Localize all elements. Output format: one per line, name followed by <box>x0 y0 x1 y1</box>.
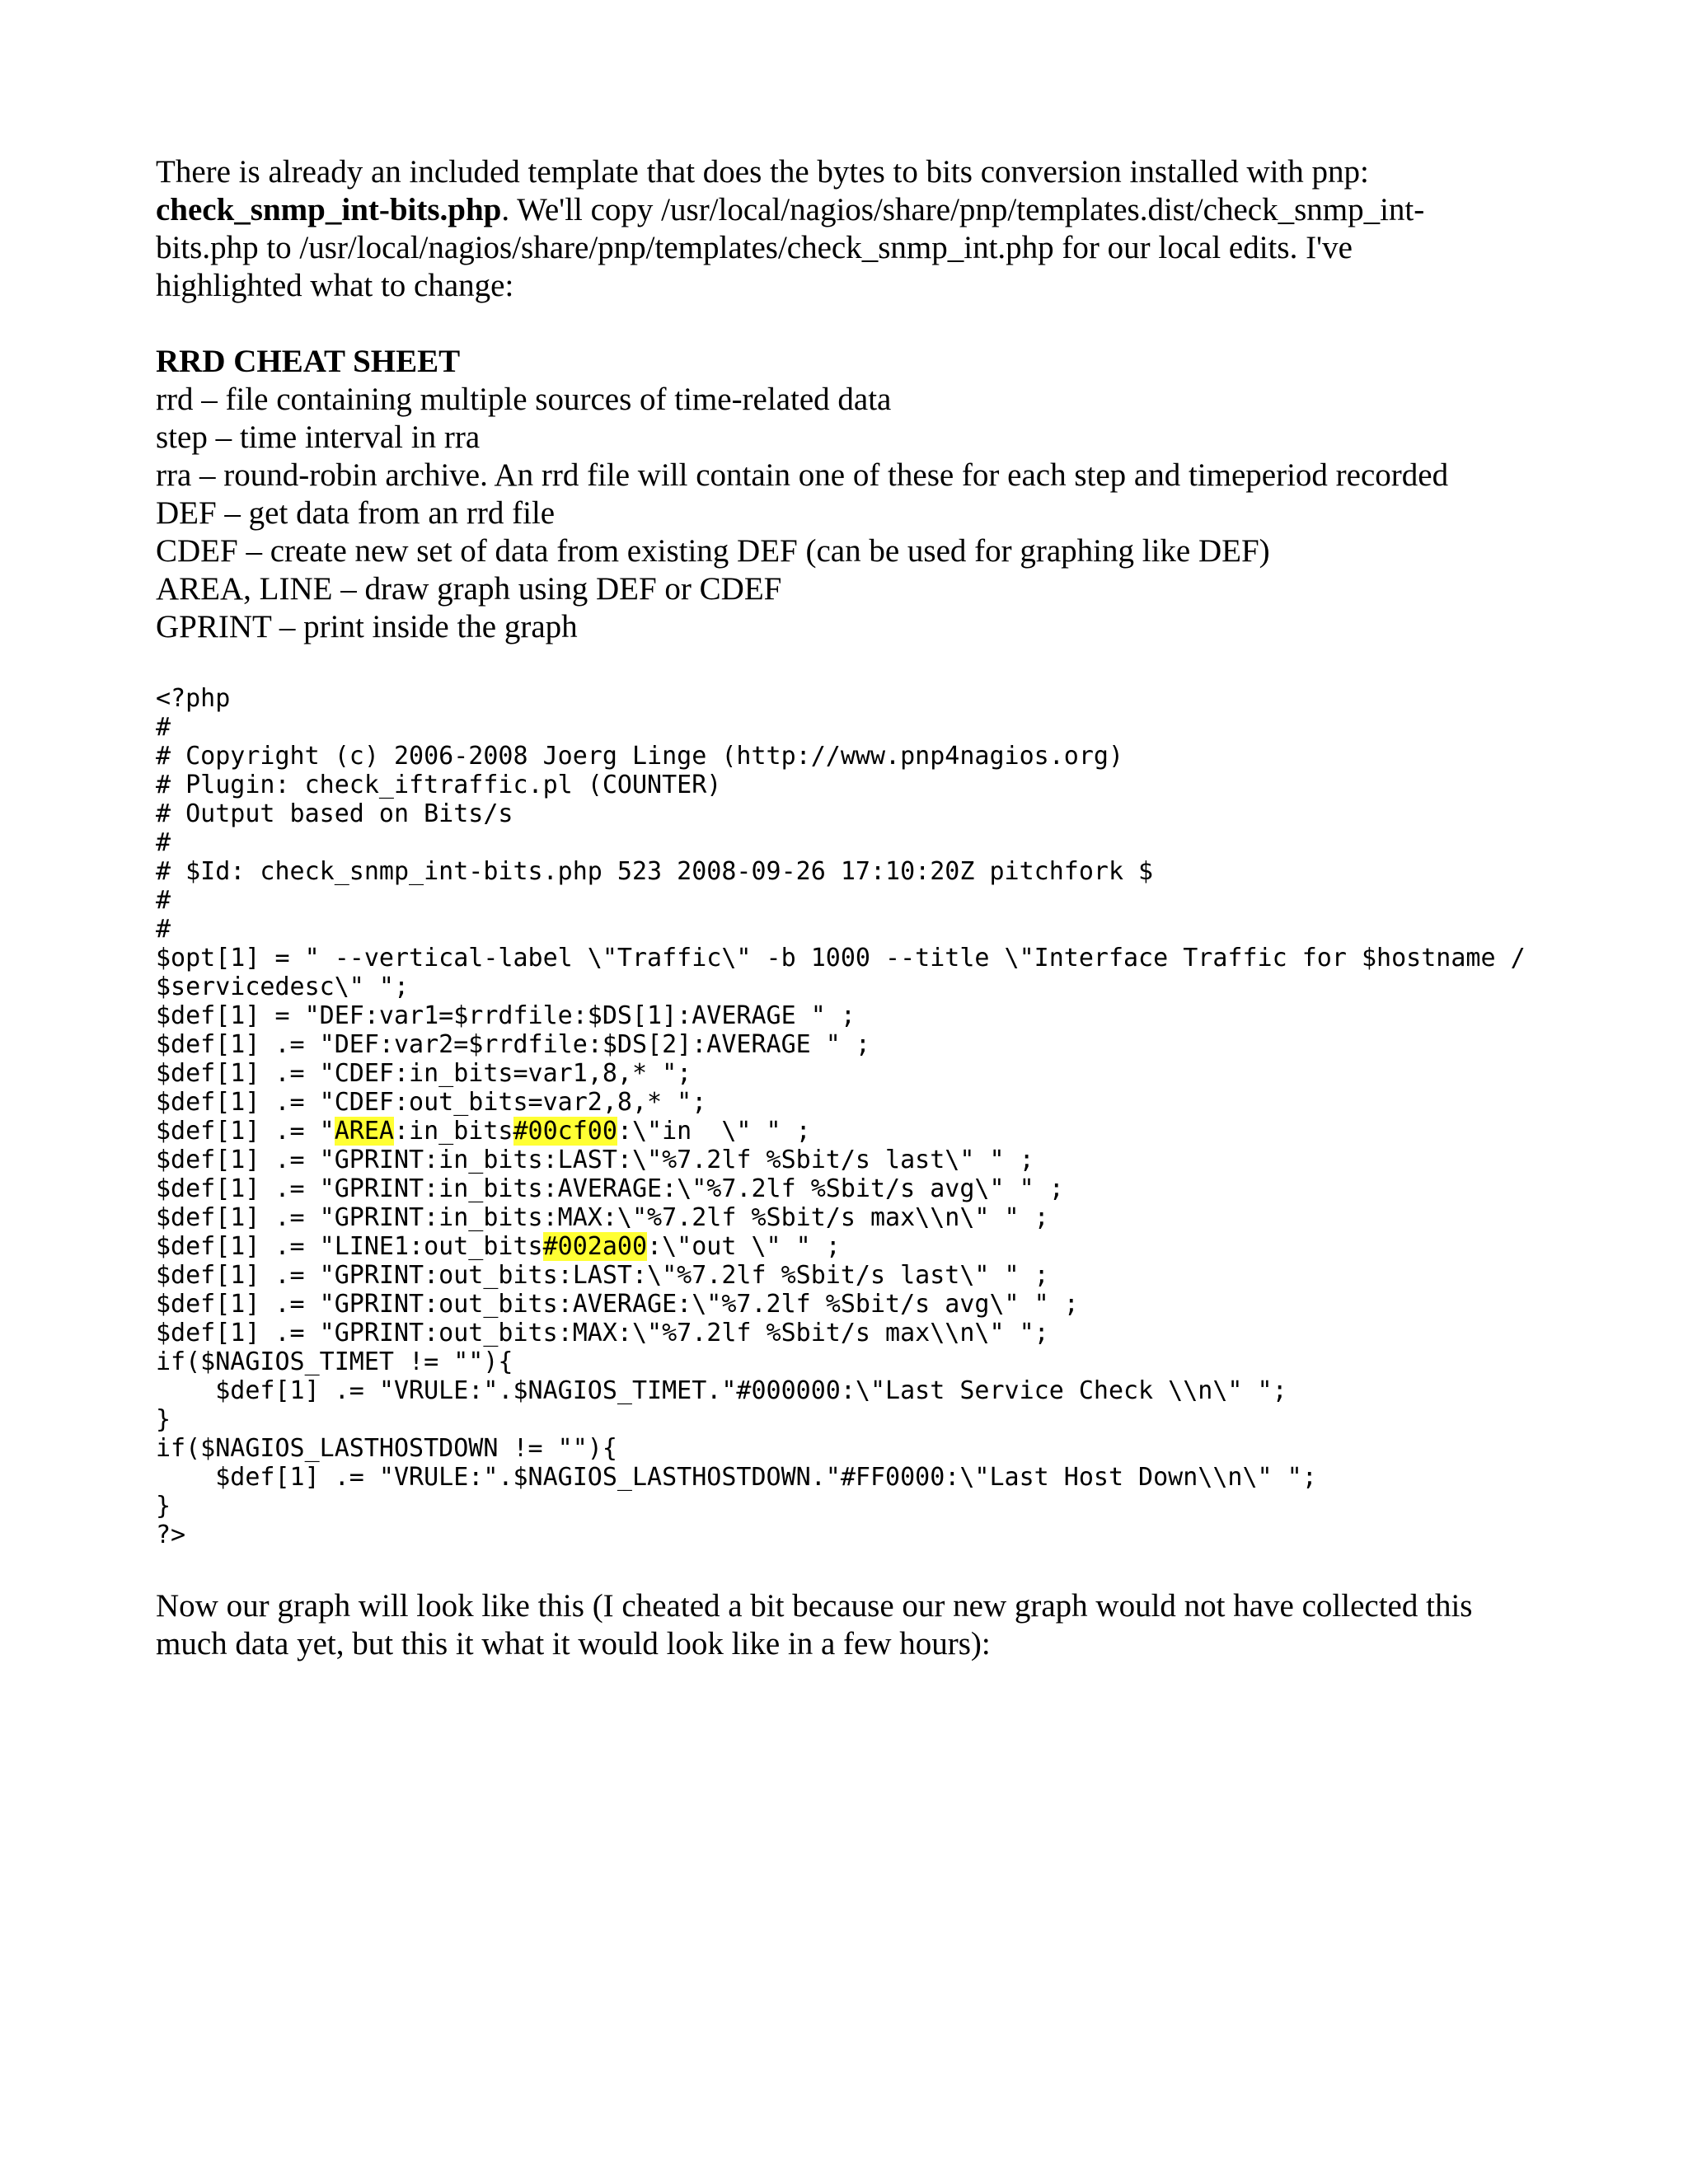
code-line: $opt[1] = " --vertical-label \"Traffic\" -b 1000 --title \"Interface Traffic for $hostname / <box>156 944 1526 972</box>
highlighted-area-keyword: AREA <box>334 1117 394 1146</box>
code-line: $def[1] .= "CDEF:out_bits=var2,8,* "; <box>156 1088 707 1117</box>
code-line: $def[1] .= "GPRINT:out_bits:AVERAGE:\"%7.2lf %Sbit/s avg\" " ; <box>156 1290 1079 1319</box>
code-line: # Copyright (c) 2006-2008 Joerg Linge (http://www.pnp4nagios.org) <box>156 742 1123 771</box>
code-line: $def[1] .= "CDEF:in_bits=var1,8,* "; <box>156 1059 692 1088</box>
code-line: # $Id: check_snmp_int-bits.php 523 2008-09-26 17:10:20Z pitchfork $ <box>156 857 1154 886</box>
code-line: $def[1] .= "GPRINT:out_bits:LAST:\"%7.2lf %Sbit/s last\" " ; <box>156 1261 1049 1290</box>
code-line: $def[1] .= "GPRINT:in_bits:AVERAGE:\"%7.2lf %Sbit/s avg\" " ; <box>156 1174 1064 1203</box>
code-line: # <box>156 713 171 742</box>
cheat-sheet-item: rrd – file containing multiple sources of time-related data <box>156 382 892 417</box>
cheat-sheet-item: AREA, LINE – draw graph using DEF or CDEF <box>156 571 782 607</box>
intro-line <box>156 191 1557 229</box>
code-line: $def[1] .= "VRULE:".$NAGIOS_LASTHOSTDOWN."#FF0000:\"Last Host Down\\n\" "; <box>156 1463 1317 1492</box>
php-code-block <box>156 684 1557 1549</box>
intro-line: There is already an included template that does the bytes to bits conversion installed with pnp: <box>156 154 1369 190</box>
code-line: ?> <box>156 1521 186 1549</box>
code-line: # <box>156 886 171 915</box>
cheat-sheet <box>156 343 1557 646</box>
template-filename: check_snmp_int-bits.php <box>156 192 502 227</box>
code-line: } <box>156 1492 171 1521</box>
code-line: # <box>156 828 171 857</box>
code-line: # Plugin: check_iftraffic.pl (COUNTER) <box>156 771 722 799</box>
code-fragment: :\"out \" " ; <box>647 1232 841 1261</box>
code-line: $def[1] .= "DEF:var2=$rrdfile:$DS[2]:AVERAGE " ; <box>156 1030 870 1059</box>
code-line: # <box>156 915 171 944</box>
code-fragment: :\"in \" " ; <box>617 1117 811 1146</box>
intro-paragraph <box>156 153 1557 305</box>
code-line-area <box>156 1117 1557 1146</box>
outro-line: Now our graph will look like this (I cheated a bit because our new graph would not have collected this <box>156 1588 1473 1624</box>
highlighted-in-color: #00cf00 <box>513 1117 617 1146</box>
code-line: $def[1] .= "VRULE:".$NAGIOS_TIMET."#000000:\"Last Service Check \\n\" "; <box>156 1376 1287 1405</box>
document-page <box>156 153 1557 1663</box>
code-line: if($NAGIOS_TIMET != ""){ <box>156 1347 513 1376</box>
code-fragment: $def[1] .= " <box>156 1117 335 1146</box>
cheat-sheet-item: GPRINT – print inside the graph <box>156 609 578 644</box>
intro-line: highlighted what to change: <box>156 268 514 303</box>
code-line: $def[1] .= "GPRINT:in_bits:LAST:\"%7.2lf %Sbit/s last\" " ; <box>156 1146 1034 1174</box>
cheat-sheet-item: DEF – get data from an rrd file <box>156 495 556 531</box>
intro-line-text: . We'll copy /usr/local/nagios/share/pnp/templates.dist/check_snmp_int- <box>501 192 1425 227</box>
code-line: <?php <box>156 684 231 713</box>
cheat-sheet-title: RRD CHEAT SHEET <box>156 344 461 379</box>
code-line: $def[1] .= "GPRINT:out_bits:MAX:\"%7.2lf %Sbit/s max\\n\" "; <box>156 1319 1049 1347</box>
highlighted-out-color: #002a00 <box>542 1232 648 1261</box>
code-line: if($NAGIOS_LASTHOSTDOWN != ""){ <box>156 1434 617 1463</box>
cheat-sheet-item: rra – round-robin archive. An rrd file will contain one of these for each step and timeperiod recorded <box>156 457 1449 493</box>
outro-line: much data yet, but this it what it would look like in a few hours): <box>156 1626 991 1661</box>
code-line: $def[1] .= "GPRINT:in_bits:MAX:\"%7.2lf %Sbit/s max\\n\" " ; <box>156 1203 1049 1232</box>
cheat-sheet-item: CDEF – create new set of data from existing DEF (can be used for graphing like DEF) <box>156 533 1270 569</box>
code-line: # Output based on Bits/s <box>156 799 513 828</box>
code-line: } <box>156 1405 171 1434</box>
outro-paragraph <box>156 1587 1557 1663</box>
code-fragment: :in_bits <box>394 1117 513 1146</box>
intro-line: bits.php to /usr/local/nagios/share/pnp/templates/check_snmp_int.php for our local edits. I've <box>156 230 1353 265</box>
code-line-line1 <box>156 1232 1557 1261</box>
code-line: $def[1] = "DEF:var1=$rrdfile:$DS[1]:AVERAGE " ; <box>156 1001 856 1030</box>
code-line: $servicedesc\" "; <box>156 972 410 1001</box>
code-fragment: $def[1] .= "LINE1:out_bits <box>156 1232 543 1261</box>
cheat-sheet-item: step – time interval in rra <box>156 419 481 455</box>
